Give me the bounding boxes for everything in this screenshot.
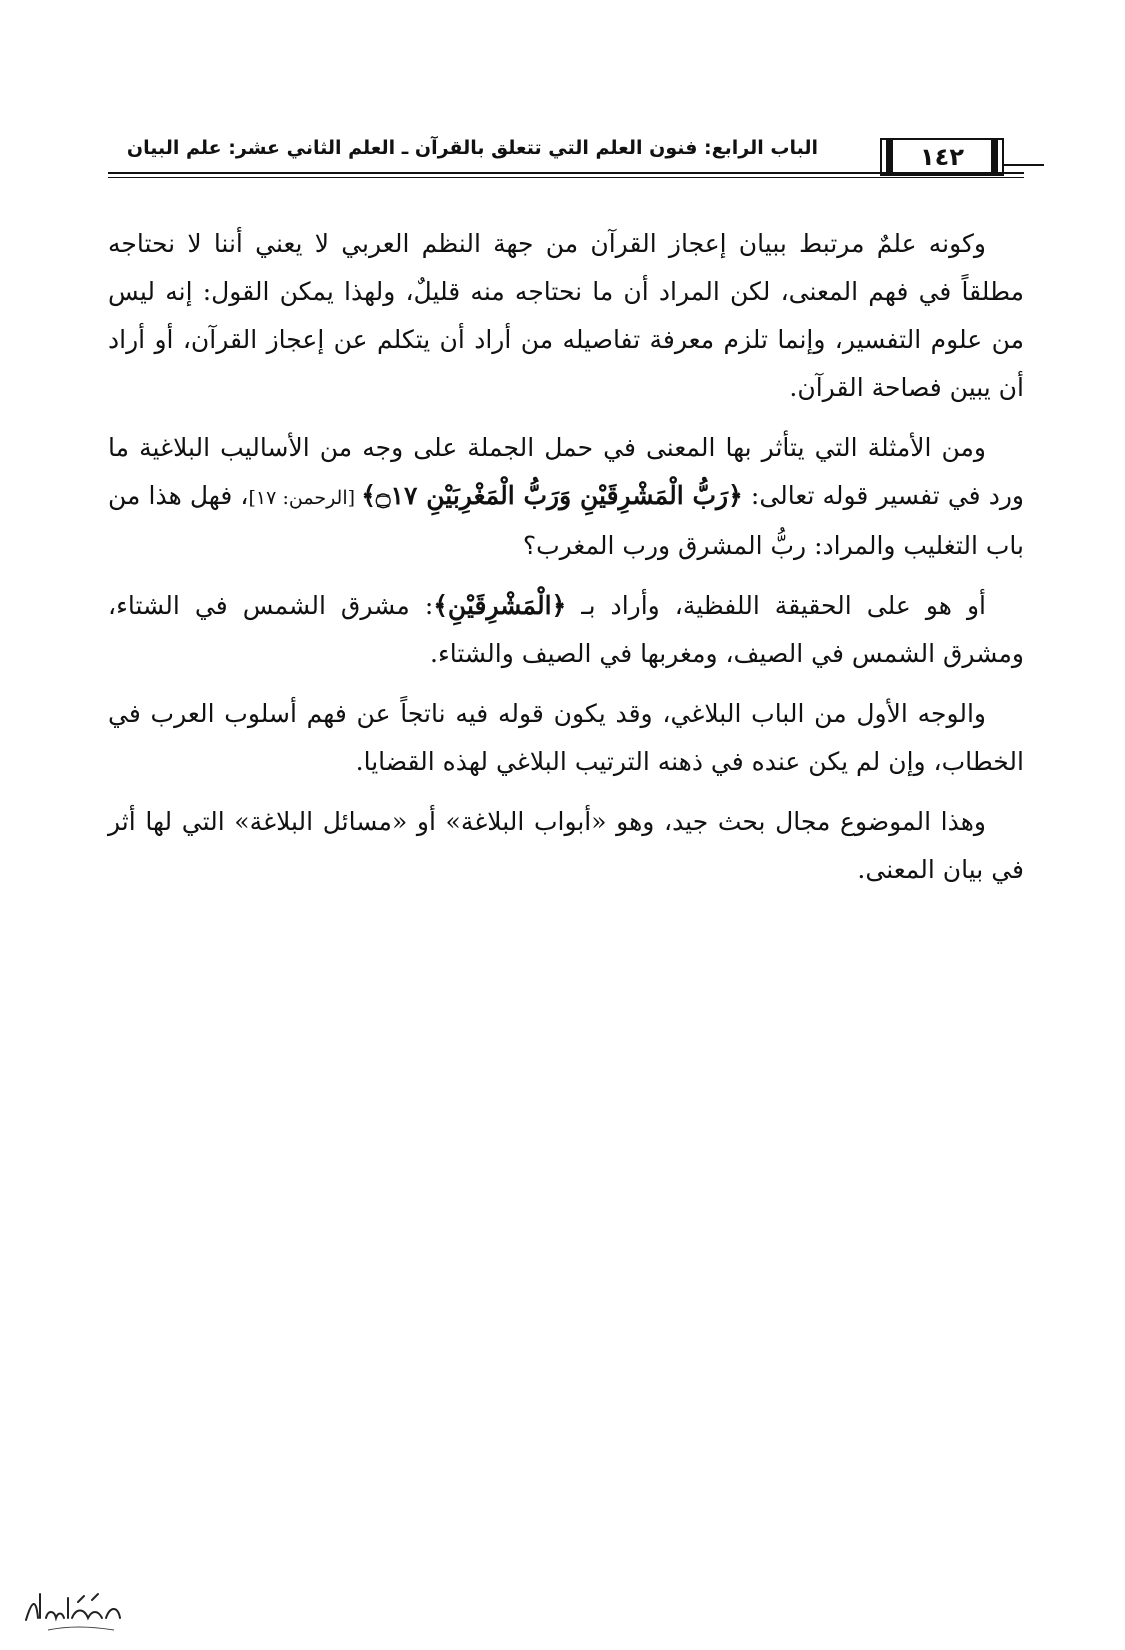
paragraph-3-continuation: : مشرق الشمس في الشتاء، ومشرق الشمس في الصيف، ومغربها في الصيف والشتاء. bbox=[108, 591, 1024, 668]
paragraph-2 bbox=[108, 424, 1024, 570]
header-rule-tail bbox=[1004, 164, 1044, 166]
paragraph-3 bbox=[108, 582, 1024, 678]
paragraph-4: والوجه الأول من الباب البلاغي، وقد يكون قوله فيه ناتجاً عن فهم أسلوب العرب في الخطاب، وإن لم يكن عنده في ذهنه الترتيب البلاغي لهذه القضايا. bbox=[108, 699, 1024, 776]
header-rule-thin bbox=[108, 177, 1024, 178]
header-title: الباب الرابع: فنون العلم التي تتعلق بالقرآن ـ العلم الثاني عشر: علم البيان bbox=[126, 137, 818, 159]
ornate-bracket-close: ﴾ bbox=[361, 481, 376, 510]
ornate-bracket-open: ﴿ bbox=[728, 481, 743, 510]
running-header bbox=[108, 128, 1024, 190]
paragraph-3-text: أو هو على الحقيقة اللفظية، وأراد بـ bbox=[566, 591, 986, 620]
paragraph-1: وكونه علمٌ مرتبط ببيان إعجاز القرآن من جهة النظم العربي لا يعني أننا لا نحتاجه مطلقاً في فهم المعنى، لكن المراد أن ما نحتاجه منه قليلٌ، ولهذا يمكن القول: إنه ليس من علوم التفسير، وإنما تلزم معرفة تفاصيله من أراد أن يتكلم عن إعجاز القرآن، أو أراد أن يبين فصاحة القرآن. bbox=[108, 229, 1024, 402]
page-number: ١٤٢ bbox=[920, 143, 964, 171]
quran-word: الْمَشْرِقَيْنِ bbox=[447, 591, 552, 620]
header-rule bbox=[108, 172, 1024, 174]
main-text bbox=[108, 220, 1024, 906]
publisher-logo bbox=[18, 1580, 128, 1640]
ornate-bracket-close: ﴾ bbox=[433, 591, 448, 620]
paragraph-5: وهذا الموضوع مجال بحث جيد، وهو «أبواب البلاغة» أو «مسائل البلاغة» التي لها أثر في بيان المعنى. bbox=[108, 807, 1024, 884]
paragraph-2-continuation: ، فهل هذا من باب التغليب والمراد: ربُّ المشرق ورب المغرب؟ bbox=[108, 481, 1024, 560]
page-number-frame bbox=[880, 138, 1004, 176]
quran-verse: رَبُّ الْمَشْرِقَيْنِ وَرَبُّ الْمَغْرِبَيْنِ ۝١٧ bbox=[375, 481, 729, 510]
paragraph-2-text: ومن الأمثلة التي يتأثر بها المعنى في حمل الجملة على وجه من الأساليب البلاغية ما ورد في تفسير قوله تعالى: bbox=[108, 433, 1024, 510]
verse-reference: [الرحمن: ١٧] bbox=[248, 487, 362, 509]
ornate-bracket-open: ﴿ bbox=[551, 591, 567, 620]
